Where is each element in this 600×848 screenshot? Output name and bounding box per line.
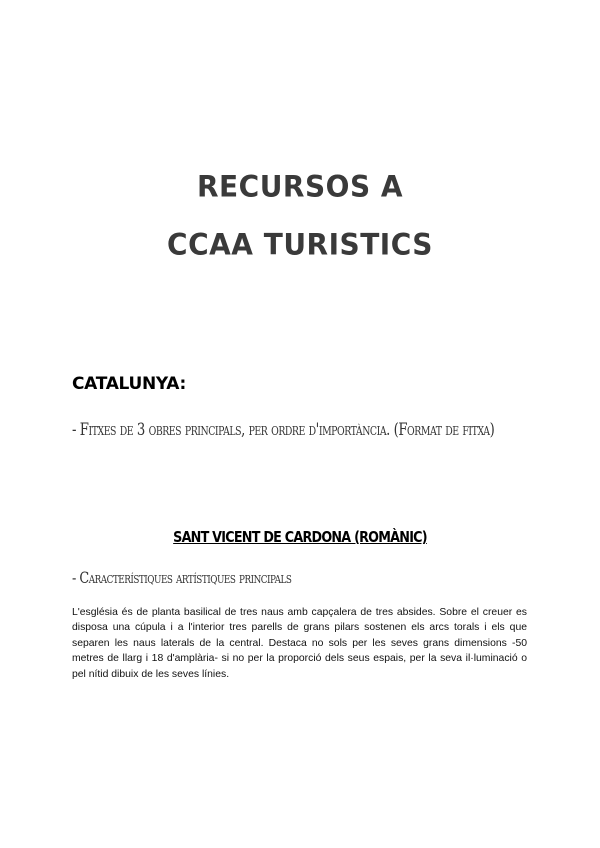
region-heading: CATALUNYA: xyxy=(72,374,186,394)
page-title-line-1: RECURSOS A xyxy=(196,169,404,204)
page-title-line-2: CCAA TURISTICS xyxy=(167,227,433,262)
work-description: L'església és de planta basilical de tres naus amb capçalera de tres absides. Sobre el creuer es disposa una cúpula i a l'interior tres parells de grans pilars sostenen els arcs torals i els que separen les naus laterals de la central. Destaca no sols per les seves grans dimensions -50 metres de llarg i 18 d'amplària- si no per la proporció dels seus espais, per la seva il·luminació o pel nítid dibuix de les seves línies. xyxy=(72,607,527,680)
instruction-note: - Fitxes de 3 obres principals, per ordre d'importància. (Format de fitxa) xyxy=(72,420,495,440)
work-title: SANT VICENT DE CARDONA (ROMÀNIC) xyxy=(173,528,427,546)
work-subheading: - Característiques artístiques principals xyxy=(72,568,292,587)
